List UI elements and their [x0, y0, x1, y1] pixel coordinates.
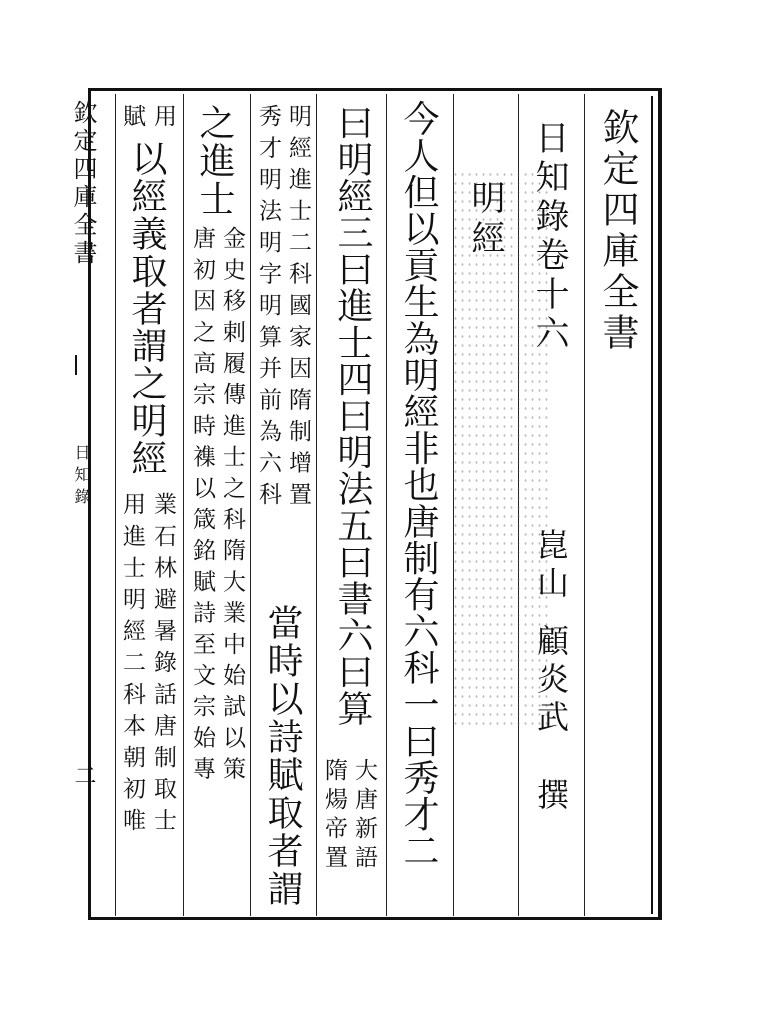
author-name: 顧炎武: [532, 624, 570, 738]
column-divider: [316, 94, 317, 916]
annotation-column: 隋煬帝置: [321, 758, 347, 874]
fish-tail-mark: [75, 355, 77, 375]
annotation-column: 用: [150, 104, 176, 134]
column-divider: [386, 94, 387, 916]
text-column: 今人但以貢生為明經非也唐制有六科一曰秀才二: [398, 100, 439, 869]
author-place: 崑山: [532, 528, 570, 604]
column-divider: [183, 94, 184, 916]
annotation-column: 唐初因之高宗時襍以箴銘賦詩至文宗始專: [189, 226, 215, 788]
annotation-column: 秀才明法明字明算并前為六科: [255, 104, 281, 514]
text-column: 以經義取者謂之明經: [126, 140, 167, 477]
book-title: 日知錄卷十六: [529, 120, 569, 354]
margin-short-title: 日知錄: [72, 444, 91, 510]
annotation-column: 賦: [119, 104, 145, 134]
text-column: 當時以詩賦取者謂: [262, 604, 303, 908]
section-heading: 明經: [465, 180, 505, 260]
annotation-column: 明經進士二科國家因隋制增置: [285, 104, 311, 514]
text-column: 曰明經三曰進士四曰明法五曰書六曰算: [332, 104, 373, 727]
text-column: 之進士: [194, 104, 235, 218]
annotation-column: 大唐新語: [351, 758, 377, 874]
border-inner-line: [651, 96, 653, 914]
margin-book-label: 欽定四庫全書: [69, 100, 97, 268]
annotation-column: 用進士明經二科本朝初唯: [119, 492, 145, 840]
collection-title: 欽定四庫全書: [596, 108, 639, 354]
column-divider: [250, 94, 251, 916]
annotation-column: 金史移剌履傳進士之科隋大業中始試以策: [219, 226, 245, 788]
author-role: 撰: [532, 778, 570, 811]
margin-page-number: 二: [71, 764, 96, 786]
column-divider: [115, 94, 116, 916]
column-divider: [584, 94, 585, 916]
annotation-column: 業石林避暑錄話唐制取士: [150, 492, 176, 840]
